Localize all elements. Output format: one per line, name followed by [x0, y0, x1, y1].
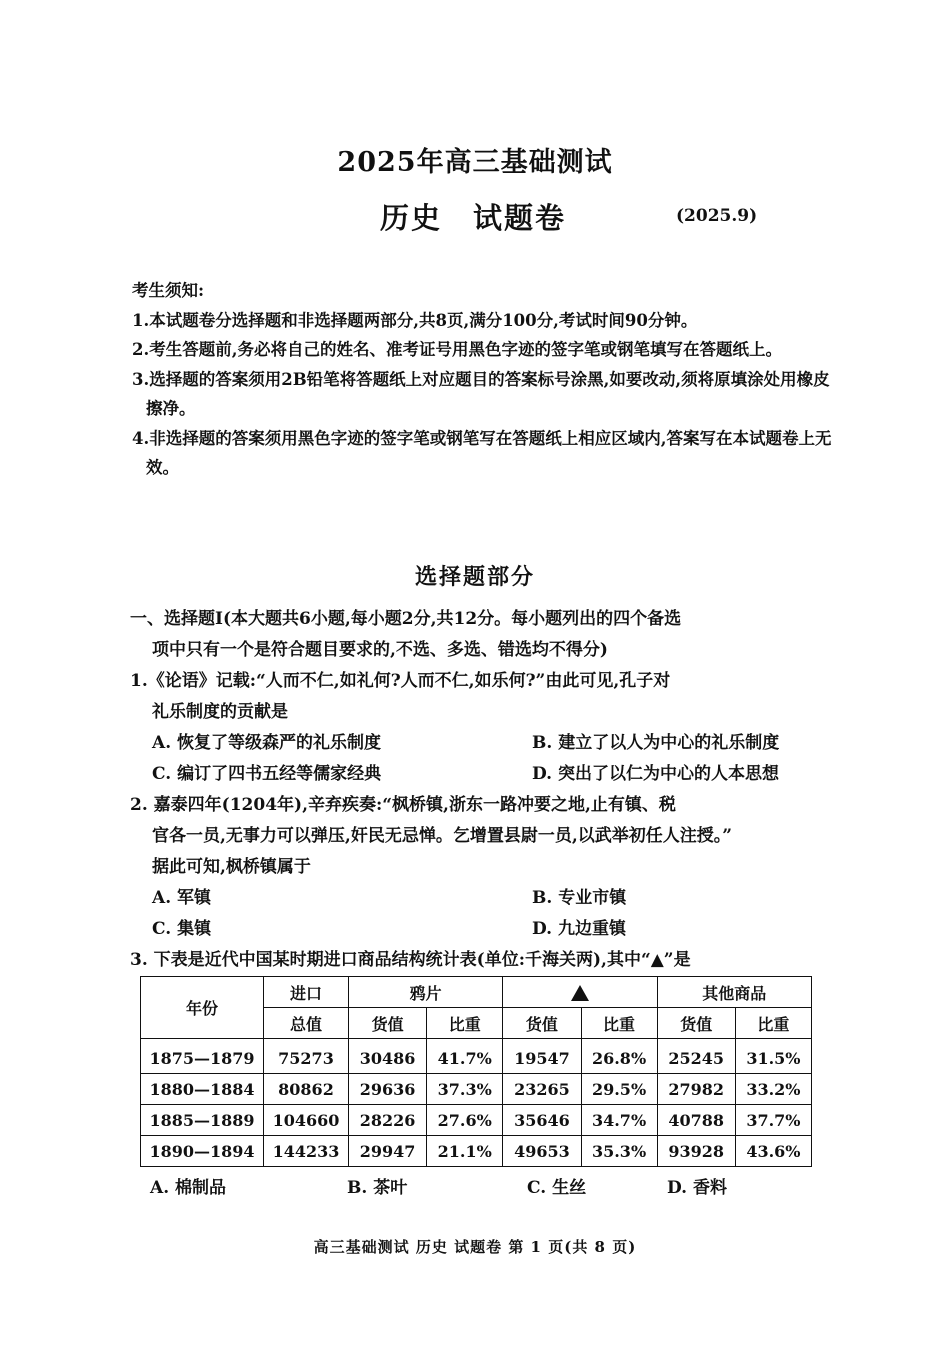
table-cell: 41.7% [427, 1039, 503, 1074]
table-cell: 49653 [503, 1136, 581, 1167]
header-year: 年份 [141, 977, 264, 1039]
sub-value: 货值 [503, 1008, 581, 1039]
question-1-options [130, 728, 830, 790]
table-cell: 29636 [349, 1074, 427, 1105]
table-cell: 34.7% [581, 1105, 657, 1136]
sub-share: 比重 [427, 1008, 503, 1039]
table-cell: 35646 [503, 1105, 581, 1136]
header-total-line2: 总值 [264, 1008, 349, 1039]
cell-year: 1875—1879 [141, 1039, 264, 1074]
option-b: B. 茶叶 [347, 1178, 408, 1198]
notice-heading: 考生须知: [132, 281, 205, 300]
table-cell: 27982 [657, 1074, 735, 1105]
table-cell: 27.6% [427, 1105, 503, 1136]
question-3-options-wrap [130, 1173, 830, 1204]
question-2-stem-cont: 据此可知,枫桥镇属于 [152, 857, 311, 877]
table-cell: 29947 [349, 1136, 427, 1167]
table-row [141, 1039, 812, 1074]
table-cell: 31.5% [735, 1039, 811, 1074]
table-cell: 23265 [503, 1074, 581, 1105]
table-cell: 75273 [264, 1039, 349, 1074]
exam-date: (2025.9) [676, 206, 758, 226]
table-cell: 144233 [264, 1136, 349, 1167]
sub-share: 比重 [735, 1008, 811, 1039]
question-3-options [130, 1173, 830, 1204]
table-header-row [141, 977, 812, 1008]
notice-item: 3.选择题的答案须用2B铅笔将答题纸上对应题目的答案标号涂黑,如要改动,须将原填涂处用橡皮擦净。 [132, 369, 830, 418]
table-cell: 35.3% [581, 1136, 657, 1167]
table-cell: 25245 [657, 1039, 735, 1074]
table-cell: 21.1% [427, 1136, 503, 1167]
table-body [141, 1039, 812, 1167]
cell-year: 1885—1889 [141, 1105, 264, 1136]
option-d: D. 突出了以仁为中心的人本思想 [532, 764, 779, 784]
exam-title: 2025年高三基础测试 [337, 147, 613, 178]
option-a: A. 棉制品 [150, 1178, 227, 1198]
table-cell: 28226 [349, 1105, 427, 1136]
notice-item: 2.考生答题前,务必将自己的姓名、准考证号用黑色字迹的签字笔或钢笔填写在答题纸上。 [132, 340, 782, 359]
page-footer: 高三基础测试 历史 试题卷 第 1 页(共 8 页) [313, 1238, 637, 1256]
option-c: C. 生丝 [527, 1178, 587, 1198]
option-a: A. 恢复了等级森严的礼乐制度 [152, 733, 382, 753]
table-cell: 30486 [349, 1039, 427, 1074]
notice-item: 4.非选择题的答案须用黑色字迹的签字笔或钢笔写在答题纸上相应区域内,答案写在本试题卷上无效。 [132, 428, 832, 477]
option-d: D. 九边重镇 [532, 919, 626, 939]
sub-share: 比重 [581, 1008, 657, 1039]
table-row [141, 1105, 812, 1136]
header-total-line1: 进口 [289, 983, 322, 1003]
question-2-stem: 2. 嘉泰四年(1204年),辛弃疾奏:“枫桥镇,浙东一路冲要之地,止有镇、税 [130, 795, 676, 815]
group-instructions-line: 一、选择题Ⅰ(本大题共6小题,每小题2分,共12分。每小题列出的四个备选 [130, 609, 682, 629]
table-cell: 26.8% [581, 1039, 657, 1074]
question-2-options [130, 883, 830, 945]
table-cell: 43.6% [735, 1136, 811, 1167]
group-instructions-line: 项中只有一个是符合题目要求的,不选、多选、错选均不得分) [152, 640, 608, 660]
question-1-stem-cont: 礼乐制度的贡献是 [152, 702, 288, 722]
option-a: A. 军镇 [152, 888, 212, 908]
section-title: 选择题部分 [414, 564, 535, 590]
table-cell: 40788 [657, 1105, 735, 1136]
sub-value: 货值 [657, 1008, 735, 1039]
question-group-header [130, 604, 830, 976]
question-1-stem: 1.《论语》记载:“人而不仁,如礼何?人而不仁,如乐何?”由此可见,孔子对 [130, 671, 671, 691]
triangle-icon [571, 985, 589, 1001]
question-3-stem: 3. 下表是近代中国某时期进口商品结构统计表(单位:千海关两),其中“▲”是 [130, 950, 691, 970]
option-c: C. 集镇 [152, 919, 212, 939]
option-d: D. 香料 [667, 1178, 727, 1198]
question-2-stem-cont: 官各一员,无事力可以弹压,奸民无忌惮。乞增置县尉一员,以武举初任人注授。” [152, 826, 733, 846]
table-cell: 37.3% [427, 1074, 503, 1105]
header-opium: 鸦片 [349, 977, 503, 1008]
sub-value: 货值 [349, 1008, 427, 1039]
table-cell: 80862 [264, 1074, 349, 1105]
candidate-notice [132, 276, 837, 483]
table-cell: 104660 [264, 1105, 349, 1136]
exam-subtitle: 历史 试题卷 [380, 201, 567, 235]
header-total [264, 977, 349, 1008]
table-cell: 37.7% [735, 1105, 811, 1136]
import-structure-table [140, 976, 812, 1167]
cell-year: 1880—1884 [141, 1074, 264, 1105]
table-row [141, 1136, 812, 1167]
cell-year: 1890—1894 [141, 1136, 264, 1167]
option-c: C. 编订了四书五经等儒家经典 [152, 764, 382, 784]
option-b: B. 建立了以人为中心的礼乐制度 [532, 733, 780, 753]
table-row [141, 1074, 812, 1105]
header-other: 其他商品 [657, 977, 811, 1008]
table-cell: 29.5% [581, 1074, 657, 1105]
header-mark [503, 977, 657, 1008]
table-cell: 93928 [657, 1136, 735, 1167]
table-cell: 19547 [503, 1039, 581, 1074]
table-cell: 33.2% [735, 1074, 811, 1105]
notice-item: 1.本试题卷分选择题和非选择题两部分,共8页,满分100分,考试时间90分钟。 [132, 310, 698, 330]
option-b: B. 专业市镇 [532, 888, 627, 908]
